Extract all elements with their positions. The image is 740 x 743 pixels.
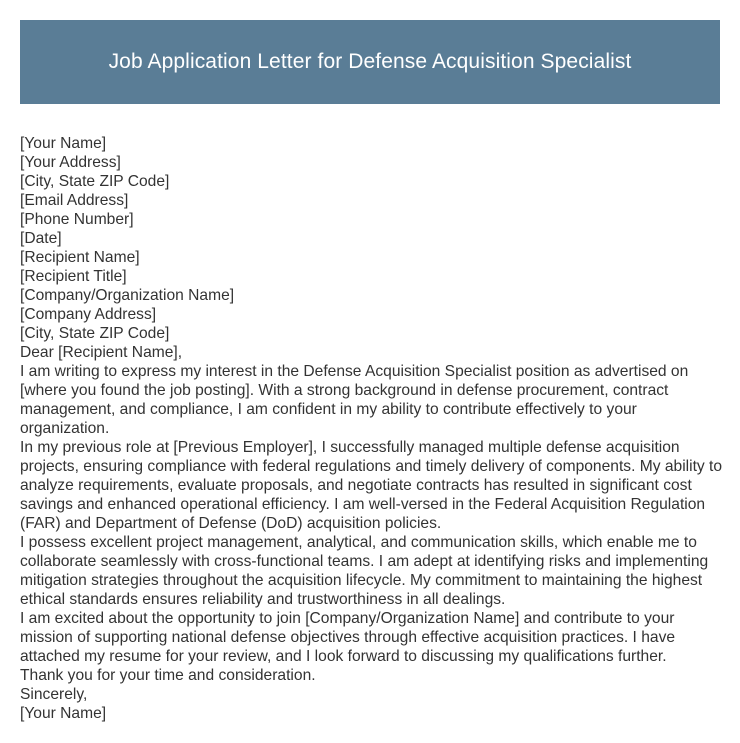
recipient-company: [Company/Organization Name] xyxy=(20,287,235,304)
sender-address: [Your Address] xyxy=(20,154,121,171)
paragraph-skills: I possess excellent project management, analytical, and communication skills, which enable me to collaborate seamlessly with cross-functional teams. I am adept at identifying risks and implementing mitigation strategies throughout the acquisition lifecycle. My commitment to maintaining the highest ethical standards ensures reliability and trustworthiness in all dealings. xyxy=(20,534,709,608)
paragraph-experience: In my previous role at [Previous Employer], I successfully managed multiple defense acquisition projects, ensuring compliance with federal regulations and timely delivery of components. My ability to analyze requirements, evaluate proposals, and negotiate contracts has resulted in significant cost savings and enhanced operational efficiency. I am well-versed in the Federal Acquisition Regulation (FAR) and Department of Defense (DoD) acquisition policies. xyxy=(20,439,723,532)
recipient-address: [Company Address] xyxy=(20,306,157,323)
letter-body xyxy=(20,134,724,723)
sender-city-state-zip: [City, State ZIP Code] xyxy=(20,173,170,190)
page-title: Job Application Letter for Defense Acquisition Specialist xyxy=(108,50,632,73)
letter-date: [Date] xyxy=(20,230,62,247)
paragraph-intro: I am writing to express my interest in the Defense Acquisition Specialist position as advertised on [where you found the job posting]. With a strong background in defense procurement, contract management, and compliance, I am confident in my ability to contribute effectively to your organization. xyxy=(20,363,689,437)
sender-phone: [Phone Number] xyxy=(20,211,134,228)
sender-name: [Your Name] xyxy=(20,135,107,152)
sender-email: [Email Address] xyxy=(20,192,129,209)
recipient-city-state-zip: [City, State ZIP Code] xyxy=(20,325,170,342)
paragraph-closing-interest: I am excited about the opportunity to join [Company/Organization Name] and contribute to your mission of supporting national defense objectives through effective acquisition practices. I have attached my resume for your review, and I look forward to discussing my qualifications further. xyxy=(20,610,676,665)
letter-header xyxy=(20,20,720,104)
recipient-title: [Recipient Title] xyxy=(20,268,127,285)
closing: Sincerely, xyxy=(20,686,88,703)
paragraph-thanks: Thank you for your time and consideration. xyxy=(20,667,316,684)
signature: [Your Name] xyxy=(20,705,107,722)
salutation: Dear [Recipient Name], xyxy=(20,344,183,361)
recipient-name: [Recipient Name] xyxy=(20,249,140,266)
